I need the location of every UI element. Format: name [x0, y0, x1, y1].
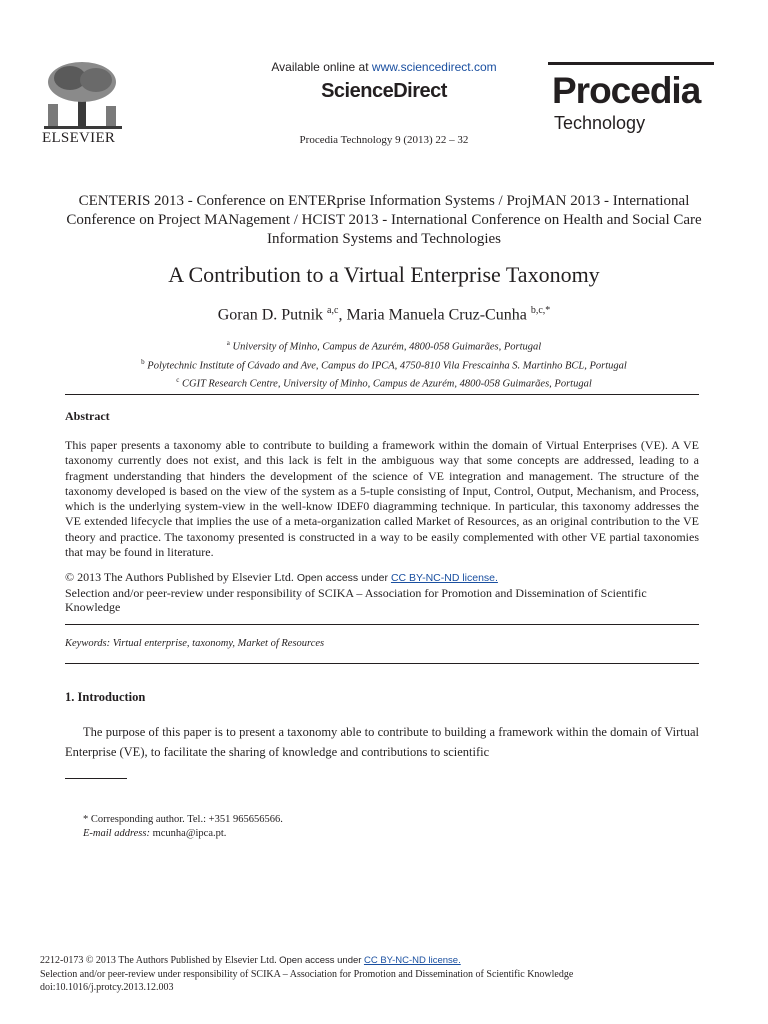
affiliation-mark: a	[226, 339, 230, 347]
footnote-rule	[65, 778, 127, 779]
author-affiliation-mark: b,c,*	[530, 305, 551, 316]
journal-logo-rule	[548, 62, 714, 65]
email-line	[83, 827, 283, 841]
publisher-name: ELSEVIER	[42, 130, 116, 146]
abstract-top-rule	[65, 394, 699, 395]
footer-peer-review: Selection and/or peer-review under responsibility of SCIKA – Association for Promotion and Dissemination of Scientific Knowledge	[40, 968, 574, 980]
open-access-label: Open access under	[296, 572, 388, 584]
footer-doi[interactable]: doi:10.1016/j.protcy.2013.12.003	[40, 982, 174, 993]
email-address[interactable]: mcunha@ipca.pt.	[152, 828, 227, 839]
affiliation	[0, 336, 768, 355]
abstract-body: This paper presents a taxonomy able to contribute to building a framework within the domain of Virtual Enterprises (VE). A VE taxonomy currently does not exist, and this lack is felt in the ambiguous way that some concepts are addressed, leading to a fragment understanding that hinders the development of the science of VE integration and management. The structure of the taxonomy developed is based on the view of the system as a 5-tuple consisting of Input, Control, Output, Mechanism, and Process, which is the underlying system-view in the well-know IDEF0 diagramming technique. In particular, this taxonomy addresses the VE extended lifecycle that implies the use of a meta-organization called Market of Resources, as an original contribution to the VE theory and practice. The taxonomy presented is constructed in a way to be easily complemented with other VE partial taxonomies that may be found in literature.	[65, 438, 699, 560]
footer-copyright-line	[40, 954, 573, 968]
availability-prefix: Available online at	[271, 60, 372, 74]
author-list	[0, 305, 768, 324]
affiliation-text: University of Minho, Campus de Azurém, 4800-058 Guimarães, Portugal	[232, 341, 542, 353]
affiliation-text: CGIT Research Centre, University of Minho, Campus de Azurém, 4800-058 Guimarães, Portugal	[181, 378, 592, 390]
author-affiliation-mark: a,c	[327, 305, 339, 316]
journal-logo-subtitle: Technology	[554, 113, 646, 133]
author-separator: ,	[338, 306, 347, 324]
peer-review-statement: Selection and/or peer-review under responsibility of SCIKA – Association for Promotion and Dissemination of Scientific Knowledge	[65, 585, 647, 614]
conference-name: CENTERIS 2013 - Conference on ENTERprise Information Systems / ProjMAN 2013 - International Conference on Project MANagement / HCIST 2013 - International Conference on Health and Social Care Information Systems and Technologies	[66, 193, 702, 247]
journal-reference: Procedia Technology 9 (2013) 22 – 32	[299, 134, 469, 146]
copyright-line	[65, 570, 699, 586]
author-name: Maria Manuela Cruz-Cunha	[346, 306, 527, 324]
sciencedirect-link[interactable]: www.sciencedirect.com	[371, 60, 497, 74]
affiliation-list	[0, 336, 768, 392]
footer-license-link[interactable]: CC BY-NC-ND license.	[363, 955, 461, 966]
section-heading: 1. Introduction	[65, 690, 146, 704]
section-body: The purpose of this paper is to present a taxonomy able to contribute to building a framework within the domain of Virtual Enterprise (VE), to facilitate the sharing of knowledge and contributions to scientific	[65, 725, 699, 759]
email-label: E-mail address:	[83, 828, 150, 839]
affiliation-mark: b	[141, 357, 145, 366]
abstract-heading: Abstract	[65, 409, 110, 423]
journal-logo: Procedia	[552, 70, 701, 111]
sciencedirect-logo: ScienceDirect	[321, 80, 447, 102]
keywords-top-rule	[65, 624, 699, 625]
affiliation-mark: c	[176, 376, 180, 384]
corresponding-author: * Corresponding author. Tel.: +351 965656566.	[83, 814, 283, 825]
abstract-copyright	[65, 570, 699, 615]
author-name: Goran D. Putnik	[217, 306, 324, 324]
footer-copyright: 2212-0173 © 2013 The Authors Published by Elsevier Ltd.	[40, 955, 277, 966]
footnote	[83, 813, 283, 841]
abstract-bottom-rule	[65, 663, 699, 664]
affiliation	[0, 373, 768, 392]
copyright-text: © 2013 The Authors Published by Elsevier Ltd.	[65, 570, 294, 584]
license-link[interactable]: CC BY-NC-ND license.	[390, 572, 498, 584]
affiliation	[0, 355, 768, 374]
footer-open-access-label: Open access under	[279, 955, 362, 966]
paper-title: A Contribution to a Virtual Enterprise Taxonomy	[168, 262, 600, 287]
page-footer	[40, 954, 573, 995]
keywords: Keywords: Virtual enterprise, taxonomy, Market of Resources	[65, 638, 325, 649]
affiliation-text: Polytechnic Institute of Cávado and Ave, Campus do IPCA, 4750-810 Vila Frescainha S. Martinho BCL, Portugal	[147, 360, 627, 371]
